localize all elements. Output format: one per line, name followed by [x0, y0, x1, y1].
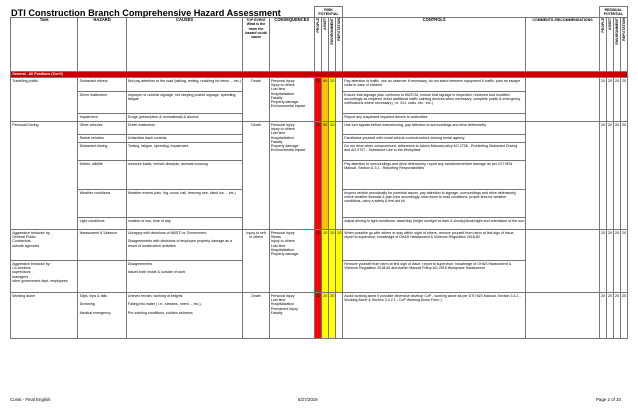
- risk-value-cell: 20: [314, 122, 321, 230]
- residual-value-cell: 20: [613, 122, 620, 230]
- causes-cell: Not pay attention to the road (talking, texting, reaching for items ... etc.): [126, 78, 243, 92]
- consequences-cell: Personal injury Injury to others Lost time Hospitalization Fatality Property damage Environmental impact: [269, 78, 314, 122]
- causes-cell: Improper or unclear signage, not obeying posted signage, speeding, fatigue: [126, 92, 243, 114]
- residual-value-cell: 20: [599, 293, 606, 339]
- controls-header: CONTROLS: [343, 17, 526, 71]
- comments-cell: [526, 230, 599, 293]
- controls-cell: Remove yourself from harm at first sign of issue, report to supervisor, knowledge of OH&S Harassment & Violence Regulation 2018-82 and Admin Manual Policy AO 2915 Workplace Harassment: [343, 261, 526, 293]
- task-cell: Travelling public: [11, 78, 78, 122]
- top-event-cell: Death: [243, 78, 269, 122]
- residual-value-cell: 20: [620, 78, 627, 122]
- risk-value-cell: 20: [314, 78, 321, 122]
- controls-cell: Do not drive when compromised, adherence to Admin Manual policy AO 2706 - Prohibiting Distracted Driving and AO 2707 - Substance Use in the Workplace: [343, 143, 526, 161]
- hazard-cell: Light conditions: [78, 218, 126, 230]
- causes-cell: Drugs (prescription & recreational) & alcohol: [126, 114, 243, 122]
- task-cell: Aggressive behavior by: Co-workers supervisors managers other government dept. employees: [11, 261, 78, 293]
- risk-value-cell: 20: [314, 230, 321, 293]
- controls-cell: Inspect vehicle periodically for potential issues, pay attention to signage, surroundings and drive defensively, check weather forecast & plan trips accordingly, slow down to road conditions, proper tires for weather conditions, carry a safety & first aid kit: [343, 190, 526, 218]
- risk-value-cell: 20: [321, 293, 328, 339]
- residual-value-cell: 20: [620, 122, 627, 230]
- comments-cell: [526, 293, 599, 339]
- consequences-header: CONSEQUENCES: [269, 17, 314, 71]
- controls-cell: Adjust driving to light conditions: dawn/day (bright sunlight vs dark & cloudy)/dusk/night and orientation of the sun: [343, 218, 526, 230]
- residual-value-cell: 20: [613, 293, 620, 339]
- hazard-cell: Rental vehicles: [78, 135, 126, 143]
- section-header: General - All Positions (Con't): [11, 71, 628, 77]
- consequences-cell: Personal injury Injury to others Lost time Hospitalization Fatality Property damage Environmental impact: [269, 122, 314, 230]
- causes-cell: Unfamiliar dash controls: [126, 135, 243, 143]
- risk-value-cell: 20: [314, 293, 321, 339]
- risk-col-reputation: REPUTATION: [337, 18, 342, 42]
- consequences-cell: Personal injury Lost time Hospitalization Permanent injury Fatality: [269, 293, 314, 339]
- consequences-cell: Personal injury Stress Injury to others Lost time Hospitalization Property damage: [269, 230, 314, 293]
- residual-col-reputation: REPUTATION: [621, 18, 626, 42]
- residual-value-cell: 20: [599, 230, 606, 293]
- hazard-cell: Driver inattention: [78, 92, 126, 114]
- footer-left: Const - Final English: [10, 397, 51, 402]
- risk-col-environment: ENVIRONMENT: [330, 18, 335, 45]
- residual-value-cell: 20: [613, 230, 620, 293]
- hazard-cell: Debris, wildlife: [78, 161, 126, 190]
- hazard-header: HAZARD: [78, 17, 126, 71]
- page-title: DTI Construction Branch Comprehensive Hazard Assessment: [11, 8, 281, 18]
- residual-value-cell: 20: [606, 230, 613, 293]
- risk-value-cell: 50: [321, 122, 328, 230]
- top-event-header: TOP EVENT What is the harm the hazard could cause: [243, 17, 269, 71]
- risk-value-cell: 20: [329, 122, 336, 230]
- risk-col-people: PEOPLE: [316, 18, 321, 33]
- causes-header: CAUSES: [126, 17, 243, 71]
- top-event-cell: Death: [243, 122, 269, 230]
- footer-page-number: Page 2 of 10: [596, 397, 621, 402]
- risk-col-asset: ASSET: [323, 18, 328, 31]
- controls-cell: Report any suspected impaired drivers to authorities: [343, 114, 526, 122]
- task-cell: Aggressive behavior by: General Public Contractors outside agencies: [11, 230, 78, 261]
- top-event-cell: Injury to self or others: [243, 230, 269, 293]
- risk-value-cell: [336, 78, 343, 122]
- table-row: [11, 293, 628, 339]
- table-row: [11, 230, 628, 261]
- causes-cell: location of sun, time of day: [126, 218, 243, 230]
- controls-cell: When possible go with others or stay within sight of others, remove yourself from harm at first sign of issue, report to supervisor, knowledge of DH&S Harassment & Violence Regulation 2018-82: [343, 230, 526, 261]
- residual-value-cell: 20: [599, 78, 606, 122]
- risk-value-cell: 20: [329, 78, 336, 122]
- risk-value-cell: [336, 122, 343, 230]
- table-row: [11, 122, 628, 135]
- risk-value-cell: 20: [329, 293, 336, 339]
- residual-col-asset: ASSET: [607, 18, 612, 31]
- footer-date: 5/27/2019: [298, 397, 318, 402]
- table-row: [11, 78, 628, 92]
- risk-potential-header: RISK POTENTIAL: [314, 7, 342, 18]
- controls-cell: Use turn signals before manoeuvring, pay attention to surroundings and drive defensively: [343, 122, 526, 135]
- causes-cell: Uneven terrain, working at heights Falling into water ( i.e.. streams, rivers ... etc.), Pre-existing conditions, sudden sickness: [126, 293, 243, 339]
- hazard-cell: [78, 261, 126, 293]
- comments-header: COMMENTS /RECOMMENDATIONS: [526, 17, 599, 71]
- causes-cell: Unhappy with decisions of NBDTI or Government Disagreements with decisions of employee property damage as a result of construction activities: [126, 230, 243, 261]
- hazard-cell: Other vehicles: [78, 122, 126, 135]
- risk-value-cell: 20: [329, 230, 336, 293]
- residual-value-cell: 20: [613, 78, 620, 122]
- residual-value-cell: 20: [620, 293, 627, 339]
- table-body: [11, 71, 628, 338]
- residual-col-environment: ENVIRONMENT: [614, 18, 619, 45]
- risk-value-cell: 20: [336, 230, 343, 293]
- risk-value-cell: 50: [321, 78, 328, 122]
- hazard-cell: Distracted drivers: [78, 78, 126, 92]
- controls-cell: Pay attention to surroundings and drive defensively, report any accidents/vehicle damage as per DTI HR& Manual, Section & 3.1 - Reporting Responsibilities: [343, 161, 526, 190]
- risk-value-cell: [336, 293, 343, 339]
- hazard-cell: Distracted driving: [78, 143, 126, 161]
- hazard-cell: Harassment & Violence: [78, 230, 126, 261]
- task-cell: Personal Driving: [11, 122, 78, 230]
- comments-cell: [526, 122, 599, 230]
- task-cell: Working alone: [11, 293, 78, 339]
- residual-value-cell: 20: [606, 293, 613, 339]
- hazard-cell: Weather conditions: [78, 190, 126, 218]
- causes-cell: Texting, fatigue, speeding, impairment: [126, 143, 243, 161]
- residual-value-cell: 20: [606, 78, 613, 122]
- residual-col-people: PEOPLE: [600, 18, 605, 33]
- causes-cell: Driver inattention: [126, 122, 243, 135]
- controls-cell: Ensure that signage plan conforms to WATCM, ensure that signage is inspected, reviewed and modified accordingly as required; enlist additional traffic calming devices when necessary, complete public & emergency notifications where necessary ( i.e. 511, radio, etc., etc.): [343, 92, 526, 114]
- residual-value-cell: 20: [606, 122, 613, 230]
- causes-cell: Insecure loads, vehicle disrepair, animals crossing: [126, 161, 243, 190]
- task-header: Task: [11, 17, 78, 71]
- residual-value-cell: 20: [620, 230, 627, 293]
- residual-potential-header: RESIDUAL POTENTIAL: [599, 7, 627, 18]
- controls-cell: Pay attention to traffic, use an observer if necessary, do not stand between equipment & traffic, plan an escape route in case of incident: [343, 78, 526, 92]
- hazard-cell: Slips, trips & falls Drowning Medical emergency: [78, 293, 126, 339]
- risk-value-cell: 20: [321, 230, 328, 293]
- top-event-cell: Death: [243, 293, 269, 339]
- causes-cell: Weather events (rain, fog, snow, hail, freezing rain, black ice ... etc.): [126, 190, 243, 218]
- comments-cell: [526, 78, 599, 122]
- controls-cell: Familiarize yourself with rental vehicle controls before leaving rental agency: [343, 135, 526, 143]
- hazard-cell: Impairment: [78, 114, 126, 122]
- causes-cell: Disagreements Issues both inside & outside of work: [126, 261, 243, 293]
- hazard-assessment-table: [10, 6, 628, 339]
- controls-cell: Avoid working alone if possible otherwise develop CoP - working alone as per DTI H&S Manual, Section 3.4.2 - Working Alone & Section 3.4.2.1 - CoP Working Alone Form ): [343, 293, 526, 339]
- residual-value-cell: 20: [599, 122, 606, 230]
